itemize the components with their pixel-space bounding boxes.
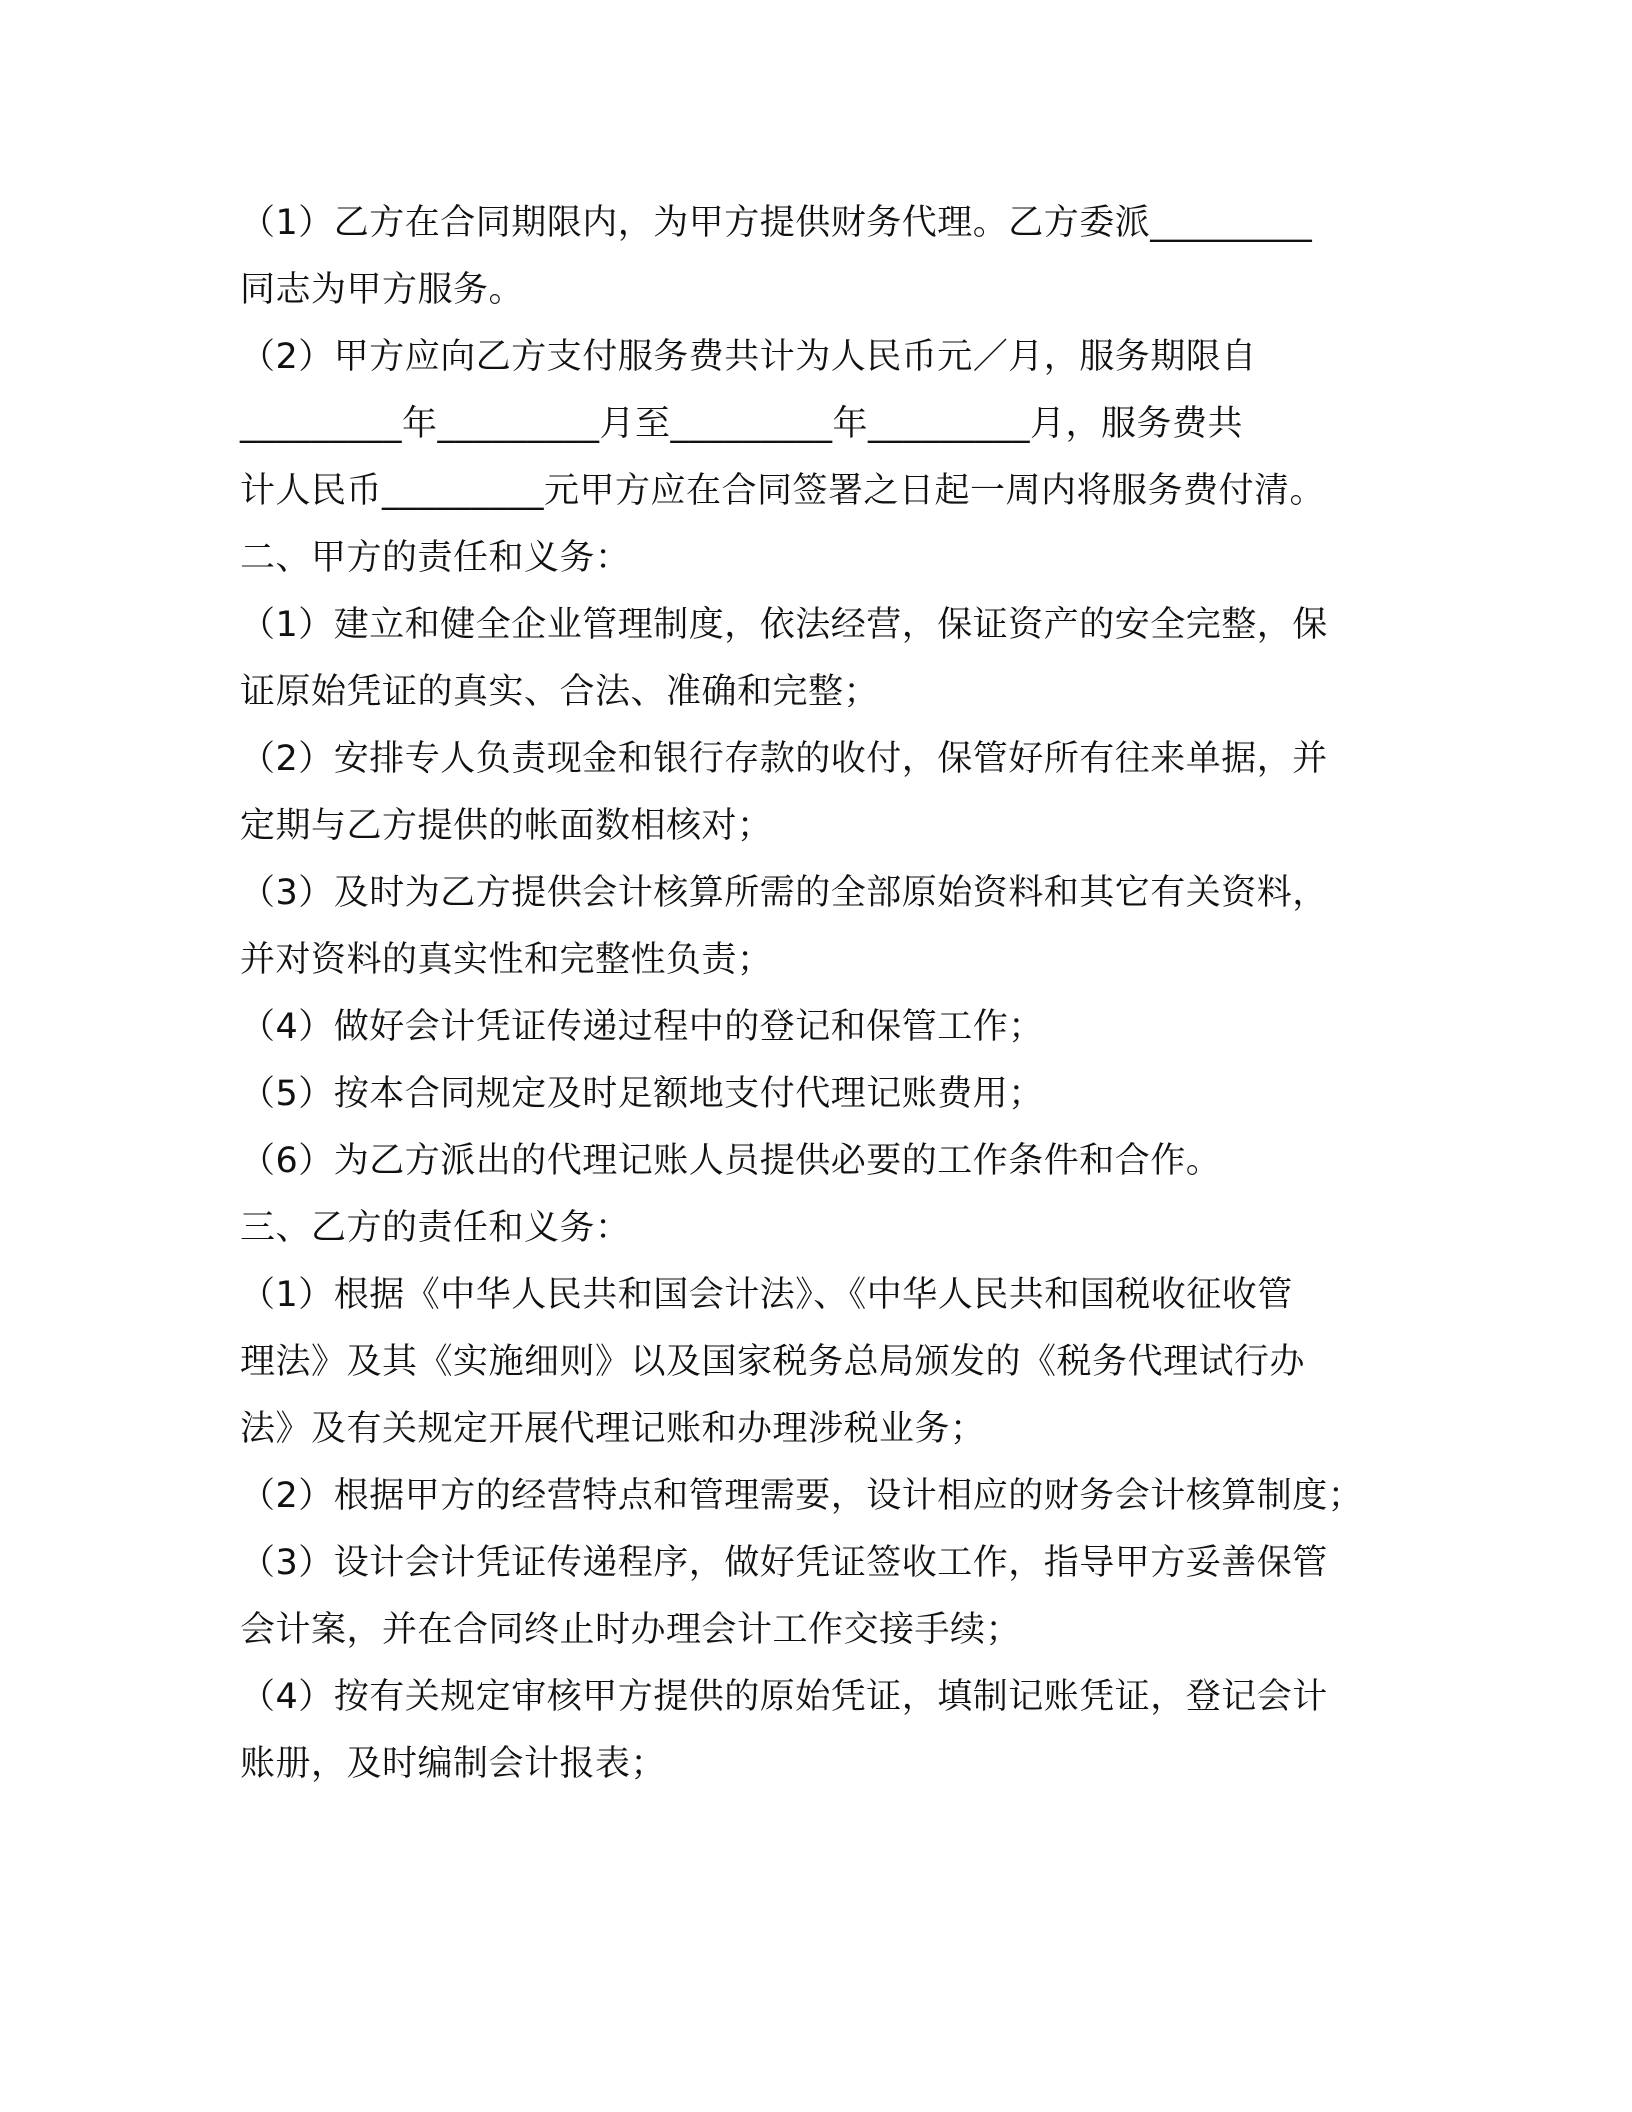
text-line: 并对资料的真实性和完整性负责； [240,940,773,980]
text-line: （3）及时为乙方提供会计核算所需的全部原始资料和其它有关资料， [240,873,1328,913]
text-line: （2）安排专人负责现金和银行存款的收付，保管好所有往来单据，并 [240,739,1328,779]
text-line: 计人民币_________元甲方应在合同签署之日起一周内将服务费付清。 [240,471,1326,511]
text-line: _________年_________月至_________年_________月，服务费共 [240,404,1244,444]
text-line: （6）为乙方派出的代理记账人员提供必要的工作条件和合作。 [240,1141,1222,1181]
text-line: （1）建立和健全企业管理制度，依法经营，保证资产的安全完整，保 [240,605,1328,645]
text-line: （2）甲方应向乙方支付服务费共计为人民币元／月，服务期限自 [240,337,1257,377]
section-heading: 三、乙方的责任和义务： [240,1208,631,1248]
text-line: 法》及有关规定开展代理记账和办理涉税业务； [240,1409,986,1449]
text-line: （4）做好会计凭证传递过程中的登记和保管工作； [240,1007,1044,1047]
text-line: （3）设计会计凭证传递程序，做好凭证签收工作，指导甲方妥善保管 [240,1543,1328,1583]
contract-body [240,190,1400,1798]
text-line: （1）乙方在合同期限内，为甲方提供财务代理。乙方委派_________ [240,203,1313,243]
text-line: （5）按本合同规定及时足额地支付代理记账费用； [240,1074,1044,1114]
text-line: 会计案，并在合同终止时办理会计工作交接手续； [240,1610,1022,1650]
text-line: （4）按有关规定审核甲方提供的原始凭证，填制记账凭证，登记会计 [240,1677,1328,1717]
text-line: （2）根据甲方的经营特点和管理需要，设计相应的财务会计核算制度； [240,1476,1364,1516]
text-line: 理法》及其《实施细则》以及国家税务总局颁发的《税务代理试行办 [240,1342,1306,1382]
text-line: 同志为甲方服务。 [240,270,525,310]
section-heading: 二、甲方的责任和义务： [240,538,631,578]
text-line: 账册，及时编制会计报表； [240,1744,667,1784]
text-line: （1）根据《中华人民共和国会计法》、《中华人民共和国税收征收管 [240,1275,1293,1315]
text-line: 定期与乙方提供的帐面数相核对； [240,806,773,846]
text-line: 证原始凭证的真实、合法、准确和完整； [240,672,880,712]
